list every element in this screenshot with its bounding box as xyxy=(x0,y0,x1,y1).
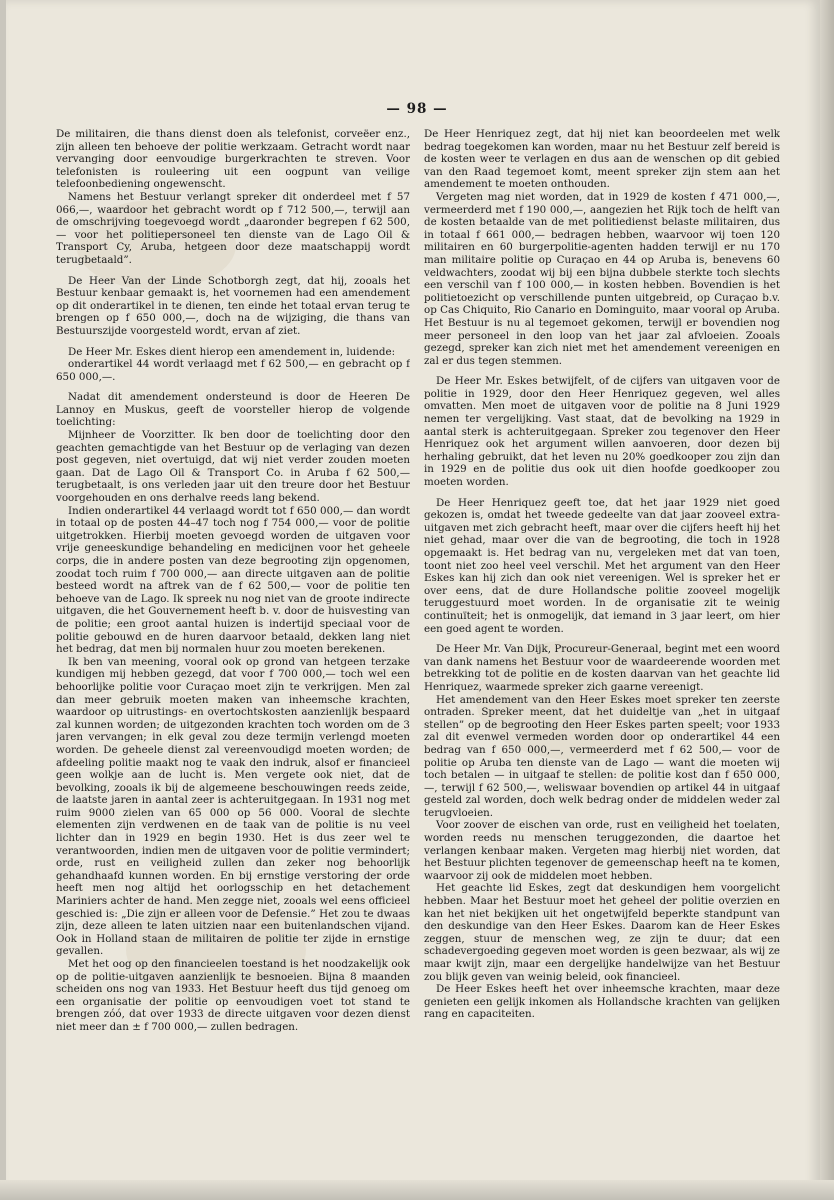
paragraph: Met het oog op den financieelen toestand is het noodzakelijk ook op de politie-uitgaven aanzienlijk te besnoeien. Bijna 8 maanden scheiden ons nog van 1933. Het Bestuur heeft dus tijd genoeg om een organisatie der politie op eenvoudigen voet tot stand te brengen zóó, dat over 1933 de directe uitgaven voor dezen dienst niet meer dan ± f 700 000,— zullen bedragen. xyxy=(56,958,410,1033)
paragraph: De Heer Eskes heeft het over inheemsche krachten, maar deze genieten een gelijk inkomen als Hollandsche krachten van gelijken rang en capaciteiten. xyxy=(424,983,780,1021)
left-column xyxy=(56,128,410,1034)
page-edge xyxy=(820,0,834,1200)
paragraph: De militairen, die thans dienst doen als telefonist, corveëer enz., zijn alleen ten behoeve der politie werkzaam. Getracht wordt naar vervanging door eenvoudige burgerkrachten te streven. Voor telefonisten is rouleering uit een oogpunt van veilige telefoonbediening ongewenscht. xyxy=(56,128,410,191)
paragraph: Namens het Bestuur verlangt spreker dit onderdeel met f 57 066,—, waardoor het gebracht wordt op f 712 500,—, terwijl aan de omschrijving toegevoegd wordt „daaronder begrepen f 62 500,— voor het politiepersoneel ten dienste van de Lago Oil & Transport Cy, Aruba, hetgeen door deze maatschappij wordt terugbetaald”. xyxy=(56,190,410,266)
paragraph: De Heer Van der Linde Schotborgh zegt, dat hij, zooals het Bestuur kenbaar gemaakt is, het voornemen had een amendement op dit onderartikel in te dienen, ten einde het totaal ervan terug te brengen op f 650 000,—, doch na de wijziging, die thans van Bestuurszijde voorgesteld wordt, ervan af ziet. xyxy=(56,274,410,337)
paragraph: Ik ben van meening, vooral ook op grond van hetgeen terzake kundigen mij hebben gezegd, dat voor f 700 000,— toch wel een behoorlijke politie voor Curaçao moet zijn te verkrijgen. Men zal dan meer gebruik moeten maken van inheemsche krachten, waardoor op uitrustings- en overtochtskosten aanzienlijk bespaard zal kunnen worden; de uitgezonden krachten toch worden om de 3 jaren vervangen; in elk geval zou deze termijn verlengd moeten worden. De geheele dienst zal vereenvoudigd moeten worden; de afdeeling politie maakt nog te vaak den indruk, alsof er financieel geen wolkje aan de lucht is. Men vergete ook niet, dat de bevolking, zooals ik bij de algemeene beschouwingen reeds zeide, de laatste jaren in aantal zeer is achteruitgegaan. In 1931 nog met ruim 9000 zielen van 65 000 op 56 000. Vooral de slechte elementen zijn verdwenen en de taak van de politie is nu veel lichter dan in 1929 en begin 1930. Het is dus zeer wel te verantwoorden, indien men de uitgaven voor de politie vermindert; orde, rust en veiligheid zullen dan zeker nog behoorlijk gehandhaafd kunnen worden. En bij ernstige verstoring der orde heeft men nog altijd het oorlogsschip en het detachement Mariniers achter de hand. Men zegge niet, zooals wel eens officieel geschied is: „Die zijn er alleen voor de Defensie.” Het zou te dwaas zijn, deze alleen te laten uitzien naar een buitenlandschen vijand. Ook in Holland staan de militairen de politie ter zijde in ernstige gevallen. xyxy=(56,655,410,958)
paragraph: De Heer Henriquez zegt, dat hij niet kan beoordeelen met welk bedrag toegekomen kan worden, maar nu het Bestuur zelf bereid is de kosten weer te verlagen en dus aan de wenschen op dit gebied van den Raad tegemoet komt, meent spreker zijn stem aan het amendement te moeten onthouden. xyxy=(424,128,780,191)
paragraph: Nadat dit amendement ondersteund is door de Heeren De Lannoy en Muskus, geeft de voorsteller hierop de volgende toelichting: xyxy=(56,391,410,429)
page-edge-bottom xyxy=(0,1180,834,1200)
paragraph: De Heer Mr. Eskes dient hierop een amendement in, luidende: xyxy=(68,345,396,358)
paragraph: onderartikel 44 wordt verlaagd met f 62 500,— en gebracht op f 650 000,—. xyxy=(56,358,410,383)
paragraph: Vergeten mag niet worden, dat in 1929 de kosten f 471 000,—, vermeerderd met f 190 000,—, aangezien het Rijk toch de helft van de kosten betaalde van de met politiedienst belaste militairen, dus in totaal f 661 000,— bedragen hebben, waarvoor wij toen 120 militairen en 60 burgerpolitie-agenten hadden terwijl er nu 170 man militaire politie op Curaçao en 44 op Aruba is, benevens 60 veldwachters, zoodat wij bij een bijna dubbele sterkte toch slechts een verschil van f 100 000,— in kosten hebben. Bovendien is het politietoezicht op verschillende punten uitgebreid, op Curaçao b.v. op Cas Chiquito, Rio Canario en Dominguito, maar vooral op Aruba. Het Bestuur is nu al tegemoet gekomen, terwijl er bovendien nog meer personeel in den loop van het jaar zal afvloeien. Zooals gezegd, spreker kan zich niet met het amendement vereenigen en zal er dus tegen stemmen. xyxy=(424,190,780,367)
paragraph: De Heer Mr. Van Dijk, Procureur-Generaal, begint met een woord van dank namens het Bestuur voor de waardeerende woorden met betrekking tot de politie en de kosten daarvan van het geachte lid Henriquez, waarmede spreker zich gaarne vereenigt. xyxy=(424,643,780,693)
paragraph: Voor zoover de eischen van orde, rust en veiligheid het toelaten, worden reeds nu menschen teruggezonden, die daartoe het verlangen kenbaar maken. Vergeten mag hierbij niet worden, dat het Bestuur plichten tegenover de gemeenschap heeft na te komen, waarvoor zij ook de middelen moet hebben. xyxy=(424,819,780,882)
paragraph: De Heer Mr. Eskes betwijfelt, of de cijfers van uitgaven voor de politie in 1929, door den Heer Henriquez gegeven, wel alles omvatten. Men moet de uitgaven voor de politie na 8 Juni 1929 nemen ter vergelijking. Vast staat, dat de bevolking na 1929 in aantal sterk is achteruitgegaan. Spreker zou tegenover den Heer Henriquez ook het argument willen aanvoeren, door dezen bij herhaling gebruikt, dat het leven nu 20% goedkooper zou zijn dan in 1929 en de politie dus ook uit dien hoofde goedkooper zou moeten worden. xyxy=(424,375,780,489)
paragraph: Mijnheer de Voorzitter. Ik ben door de toelichting door den geachten gemachtigde van het Bestuur op de verlaging van dezen post gegeven, niet overtuigd, dat wij niet verder zouden moeten gaan. Dat de Lago Oil & Transport Co. in Aruba f 62 500,— terugbetaalt, is ons verleden jaar uit den treure door het Bestuur voorgehouden en ons derhalve reeds lang bekend. xyxy=(56,429,410,505)
paragraph: Het amendement van den Heer Eskes moet spreker ten zeerste ontraden. Spreker meent, dat het duideltje van „het in uitgaaf stellen” op de begrooting den Heer Eskes parten speelt; voor 1933 zal dit evenwel vermeden worden door op onderartikel 44 een bedrag van f 650 000,—, vermeerderd met f 62 500,— voor de politie op Aruba ten dienste van de Lago — want die moeten wij toch betalen — in uitgaaf te stellen: de politie kost dan f 650 000,—, terwijl f 62 500,—, weliswaar bovendien op artikel 44 in uitgaaf gesteld zal worden, doch welk bedrag onder de middelen weder zal terugvloeien. xyxy=(424,693,780,819)
paragraph: Indien onderartikel 44 verlaagd wordt tot f 650 000,— dan wordt in totaal op de posten 44–47 toch nog f 754 000,— voor de politie uitgetrokken. Hierbij moeten gevoegd worden de uitgaven voor vrije geneeskundige behandeling en medicijnen voor het geheele corps, die in andere posten van deze begrooting zijn opgenomen, zoodat toch ruim f 700 000,— aan directe uitgaven aan de politie besteed wordt na aftrek van de f 62 500,— voor de politie ten behoeve van de Lago. Ik spreek nu nog niet van de groote indirecte uitgaven, die het Gouvernement heeft b. v. door de huisvesting van de politie; een groot aantal huizen is indertijd speciaal voor de politie gebouwd en de huren daarvoor betaald, dekken lang niet het bedrag, dat men bij normalen huur zou moeten berekenen. xyxy=(56,504,410,656)
paragraph: Het geachte lid Eskes, zegt dat deskundigen hem voorgelicht hebben. Maar het Bestuur moet het geheel der politie overzien en kan het niet bekijken uit het ongetwijfeld beperkte standpunt van den deskundige van den Heer Eskes. Daarom kan de Heer Eskes zeggen, stuur de menschen weg, ze zijn te duur; dat een schadevergoeding gegeven moet worden is geen bezwaar, als wij ze maar kwijt zijn, maar een dergelijke handelwijze van het Bestuur zou blijk geven van weinig beleid, ook financieel. xyxy=(424,882,780,983)
paragraph: De Heer Henriquez geeft toe, dat het jaar 1929 niet goed gekozen is, omdat het tweede gedeelte van dat jaar zooveel extra-uitgaven met zich gebracht heeft, maar over die cijfers heeft hij het niet gehad, maar over die van de begrooting, die toch in 1928 opgemaakt is. Het bedrag van nu, vergeleken met dat van toen, toont niet zoo heel veel verschil. Met het argument van den Heer Eskes kan hij zich dan ook niet vereenigen. Wel is spreker het er over eens, dat de dure Hollandsche politie zooveel mogelijk teruggestuurd moet worden. In de organisatie zit te weinig continuïteit; het is onmogelijk, dat iemand in 3 jaar leert, om hier een goed agent te worden. xyxy=(424,496,780,635)
page-number: — 98 — xyxy=(386,101,448,117)
right-column xyxy=(424,128,780,1021)
